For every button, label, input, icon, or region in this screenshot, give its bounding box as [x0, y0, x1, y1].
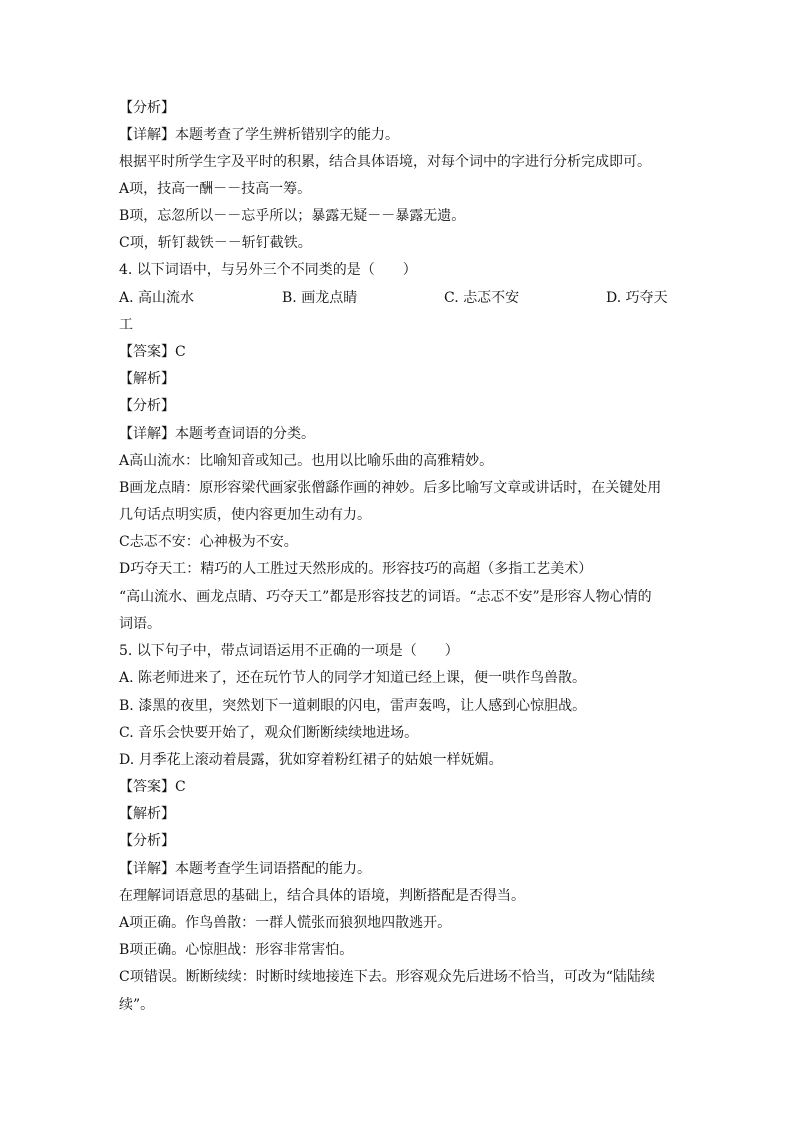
- q5-option-c: C. 音乐会快要开始了，观众们断断续续地进场。: [119, 725, 419, 741]
- analysis-label: 【解析】: [119, 371, 175, 387]
- text-line: 在理解词语意思的基础上，结合具体的语境，判断搭配是否得当。: [119, 888, 525, 904]
- q5-option-b: B. 漆黑的夜里，突然划下一道刺眼的闪电，雷声轰鸣，让人感到心惊胆战。: [119, 698, 587, 714]
- text-line: 几句话点明实质，使内容更加生动有力。: [119, 507, 371, 523]
- text-line: 【详解】本题考查了学生辨析错别字的能力。: [119, 127, 399, 143]
- q4-option-a: A. 高山流水: [119, 290, 195, 306]
- text-line: C忐忑不安：心神极为不安。: [119, 534, 298, 550]
- q4-option-c: C. 忐忑不安: [444, 290, 520, 306]
- q5-option-d: D. 月季花上滚动着晨露，犹如穿着粉红裙子的姑娘一样妩媚。: [119, 752, 503, 768]
- analysis-label: 【解析】: [119, 806, 175, 822]
- text-line: 工: [119, 317, 133, 333]
- text-line: 【详解】本题考查词语的分类。: [119, 426, 315, 442]
- text-line: “高山流水、画龙点睛、巧夺天工”都是形容技艺的词语。“忐忑不安”是形容人物心情的: [119, 589, 652, 605]
- text-line: A高山流水：比喻知音或知己。也用以比喻乐曲的高雅精妙。: [119, 453, 494, 469]
- text-line: 【分析】: [119, 100, 175, 116]
- text-line: 根据平时所学生字及平时的积累，结合具体语境，对每个词中的字进行分析完成即可。: [119, 154, 651, 170]
- text-line: C项，斩钉裁铁－－斩钉截铁。: [119, 235, 312, 251]
- text-line: B画龙点睛：原形容梁代画家张僧繇作画的神妙。后多比喻写文章或讲话时，在关键处用: [119, 480, 662, 496]
- text-line: 【详解】本题考查学生词语搭配的能力。: [119, 861, 371, 877]
- answer-label: 【答案】C: [119, 344, 186, 360]
- text-line: A项，技高一酬－－技高一筹。: [119, 181, 312, 197]
- text-line: B项，忘忽所以－－忘乎所以；暴露无疑－－暴露无遗。: [119, 208, 466, 224]
- q5-option-a: A. 陈老师进来了，还在玩竹节人的同学才知道已经上课，便一哄作鸟兽散。: [119, 670, 587, 686]
- text-line: 续”。: [119, 997, 155, 1013]
- answer-label: 【答案】C: [119, 779, 186, 795]
- text-line: C项错误。断断续续：时断时续地接连下去。形容观众先后进场不恰当，可改为“陆陆续: [119, 969, 655, 985]
- question-5-stem: 5. 以下句子中，带点词语运用不正确的一项是（ ）: [119, 643, 459, 659]
- q4-option-d: D. 巧夺天: [606, 290, 668, 306]
- text-line: 【分析】: [119, 833, 175, 849]
- text-line: A项正确。作鸟兽散：一群人慌张而狼狈地四散逃开。: [119, 915, 452, 931]
- text-line: D巧夺天工：精巧的人工胜过天然形成的。形容技巧的高超（多指工艺美术）: [119, 561, 593, 577]
- question-4-stem: 4. 以下词语中，与另外三个不同类的是（ ）: [119, 262, 417, 278]
- q4-option-b: B. 画龙点睛: [282, 290, 358, 306]
- text-line: 词语。: [119, 616, 161, 632]
- text-line: 【分析】: [119, 398, 175, 414]
- text-line: B项正确。心惊胆战：形容非常害怕。: [119, 942, 354, 958]
